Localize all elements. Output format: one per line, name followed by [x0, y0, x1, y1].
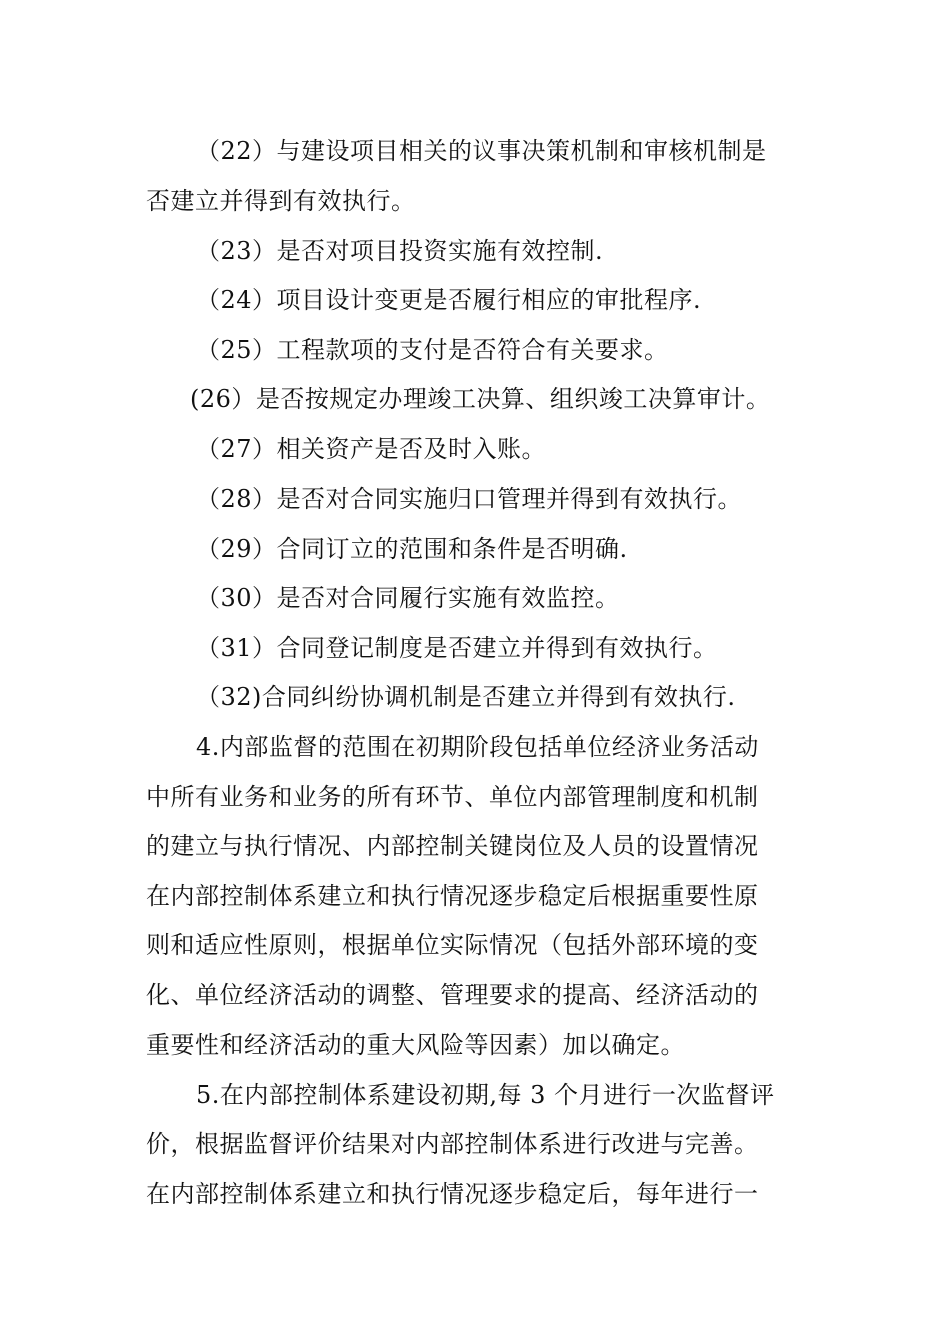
item-26: (26）是否按规定办理竣工决算、组织竣工决算审计。 — [190, 385, 771, 413]
paragraph-4-line-4: 在内部控制体系建立和执行情况逐步稳定后根据重要性原 — [146, 882, 759, 910]
paragraph-4-line-5: 则和适应性原则，根据单位实际情况（包括外部环境的变 — [146, 931, 759, 959]
item-31: （31）合同登记制度是否建立并得到有效执行。 — [196, 634, 718, 662]
item-30: （30）是否对合同履行实施有效监控。 — [196, 584, 620, 612]
item-22-line-1: （22）与建设项目相关的议事决策机制和审核机制是 — [196, 137, 767, 165]
item-25: （25）工程款项的支付是否符合有关要求。 — [196, 336, 669, 364]
paragraph-4-line-2: 中所有业务和业务的所有环节、单位内部管理制度和机制 — [146, 783, 759, 811]
item-28: （28）是否对合同实施归口管理并得到有效执行。 — [196, 485, 743, 513]
item-23: （23）是否对项目投资实施有效控制. — [196, 237, 604, 265]
paragraph-4-line-7: 重要性和经济活动的重大风险等因素）加以确定。 — [146, 1031, 685, 1059]
paragraph-5-line-1: 5.在内部控制体系建设初期,每 3 个月进行一次监督评 — [196, 1081, 775, 1109]
paragraph-4-line-6: 化、单位经济活动的调整、管理要求的提高、经济活动的 — [146, 981, 759, 1009]
item-22-line-2: 否建立并得到有效执行。 — [146, 187, 416, 215]
item-29: （29）合同订立的范围和条件是否明确. — [196, 535, 628, 563]
paragraph-4-line-1: 4.内部监督的范围在初期阶段包括单位经济业务活动 — [196, 733, 759, 761]
item-32: （32)合同纠纷协调机制是否建立并得到有效执行. — [196, 683, 736, 711]
paragraph-4-line-3: 的建立与执行情况、内部控制关键岗位及人员的设置情况 — [146, 832, 759, 860]
item-27: （27）相关资产是否及时入账。 — [196, 435, 547, 463]
item-24: （24）项目设计变更是否履行相应的审批程序. — [196, 286, 702, 314]
paragraph-5-line-3: 在内部控制体系建立和执行情况逐步稳定后，每年进行一 — [146, 1180, 759, 1208]
paragraph-5-line-2: 价，根据监督评价结果对内部控制体系进行改进与完善。 — [146, 1130, 759, 1158]
